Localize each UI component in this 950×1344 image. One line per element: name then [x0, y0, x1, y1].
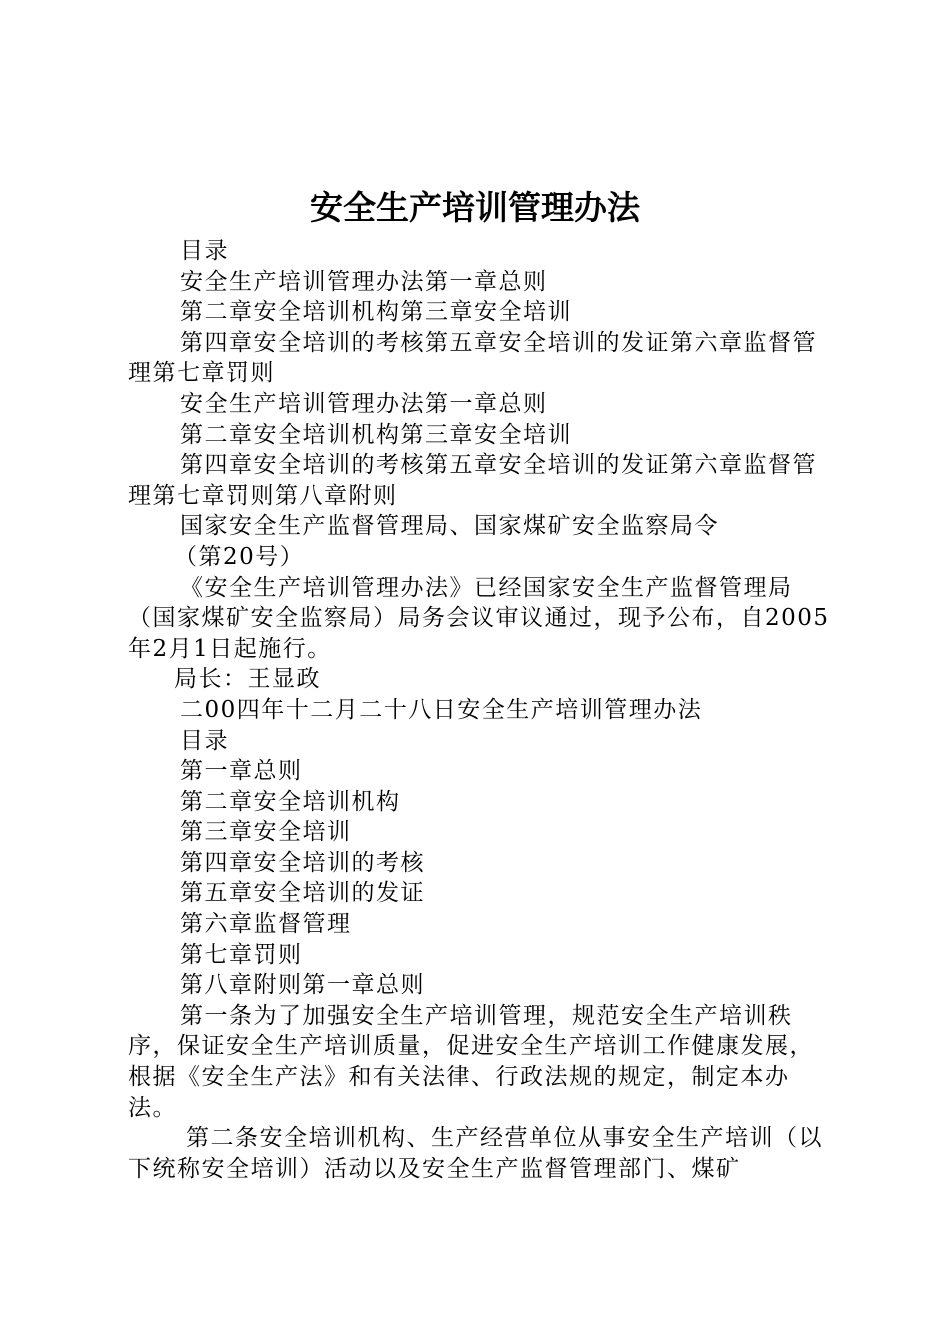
- toc-item: 第八章附则第一章总则: [180, 972, 425, 999]
- signatory: 局长：王显政: [174, 666, 321, 693]
- decree-issuer: 国家安全生产监督管理局、国家煤矿安全监察局令: [180, 513, 719, 540]
- text-line: 安全生产培训管理办法第一章总则: [180, 268, 548, 295]
- document-body: [128, 236, 833, 1184]
- toc-heading: 目录: [180, 727, 229, 754]
- text-line: 第二章安全培训机构第三章安全培训: [180, 421, 572, 448]
- decree-number: （第20号）: [174, 543, 305, 570]
- toc-item: 第一章总则: [180, 758, 303, 785]
- text-line: 第二章安全培训机构第三章安全培训: [180, 299, 572, 326]
- toc-heading: 目录: [180, 238, 229, 264]
- toc-item: 第二章安全培训机构: [180, 788, 401, 815]
- text-line: 安全生产培训管理办法第一章总则: [180, 390, 548, 417]
- document-title: 安全生产培训管理办法: [310, 188, 640, 227]
- article-1: 第一条为了加强安全生产培训管理，规范安全生产培训秩序，保证安全生产培训质量，促进安全生产培训工作健康发展，根据《安全生产法》和有关法律、行政法规的规定，制定本办法。: [128, 1002, 814, 1121]
- toc-item: 第四章安全培训的考核: [180, 849, 425, 876]
- toc-item: 第三章安全培训: [180, 819, 352, 846]
- toc-item: 第六章监督管理: [180, 911, 352, 938]
- decree-date: 二00四年十二月二十八日安全生产培训管理办法: [180, 696, 703, 723]
- text-paragraph: 第四章安全培训的考核第五章安全培训的发证第六章监督管理第七章罚则: [128, 329, 817, 387]
- decree-paragraph: 《安全生产培训管理办法》已经国家安全生产监督管理局（国家煤矿安全监察局）局务会议审议通过，现予公布，自2005年2月1日起施行。: [128, 574, 830, 662]
- toc-item: 第五章安全培训的发证: [180, 880, 425, 907]
- article-2: 第二条安全培训机构、生产经营单位从事安全生产培训（以下统称安全培训）活动以及安全生产监督管理部门、煤矿: [128, 1125, 823, 1182]
- text-paragraph: 第四章安全培训的考核第五章安全培训的发证第六章监督管理第七章罚则第八章附则: [128, 452, 817, 509]
- toc-item: 第七章罚则: [180, 941, 303, 968]
